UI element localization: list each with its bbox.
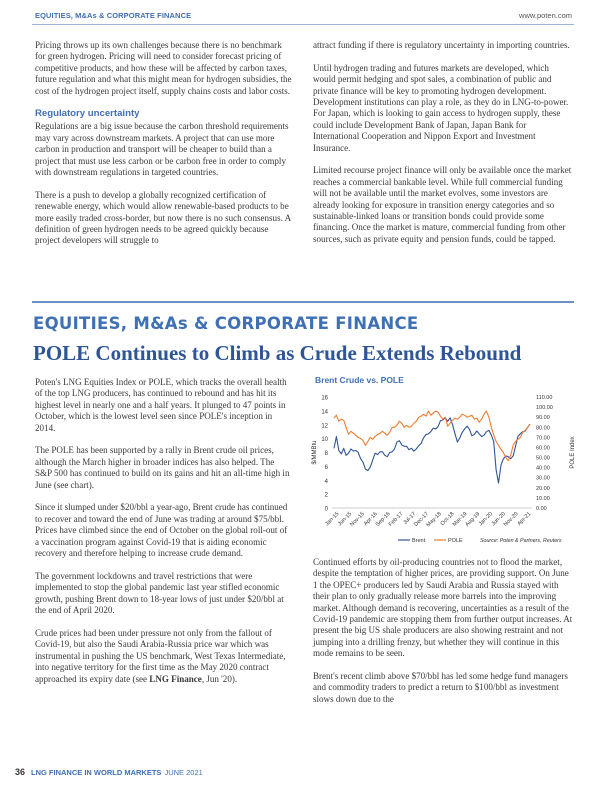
article-right-column — [313, 557, 575, 717]
paragraph-text: , Jun '20). — [201, 673, 238, 684]
series-line-brent — [334, 418, 530, 483]
y-tick-label: 6 — [324, 464, 328, 471]
y-tick-label: 12 — [321, 423, 328, 430]
y-tick-label: 14 — [321, 409, 328, 416]
website-url[interactable]: www.poten.com — [519, 11, 572, 20]
x-tick-label: Jul-17 — [402, 511, 418, 527]
paragraph: Continued efforts by oil-producing countries not to flood the market, despite the temptation of higher prices, are providing support. On June 1 the OPEC+ producers led by Saudi Arabia and Russia stayed with their plan to only gradually release more barrels into the improving market. Although demand is recovering, uncertainties as a result of the Covid-19 pandemic are stopping them from further output increases. At present the big US shale producers are also showing restraint and not jumping into a drilling frenzy, but whether they will continue in this mode remains to be seen. — [313, 557, 573, 659]
x-tick-label: Nov-20 — [502, 511, 520, 528]
publication-reference: LNG Finance — [149, 673, 202, 684]
chart-source: Source: Poten & Partners, Reuters — [480, 538, 562, 544]
x-tick-label: Apr-16 — [362, 511, 379, 528]
paragraph: Pricing throws up its own challenges because there is no benchmark for green hydrogen. Pricing will need to consider forecast pricing of competitive products, and how these will be affected by carbon taxes, future regulation and what this might mean for hydrogen subsidies, the cost of the hydrogen project itself, supply chains costs and labor costs. — [35, 40, 292, 96]
y-tick-label: 8 — [324, 451, 328, 457]
y-tick-label: 10 — [321, 437, 328, 444]
legend-label-pole: POLE — [448, 538, 463, 544]
paragraph: Regulations are a big issue because the carbon threshold requirements may vary across downstream markets. A project that can use more carbon in production and transport will be cheaper to build than a project that must use less carbon or be carbon free in order to comply with downstream regulations in targeted countries. — [35, 121, 289, 178]
y-axis-title: $/MMBtu — [312, 440, 318, 465]
article-left-column — [35, 377, 293, 696]
paragraph: The POLE has been supported by a rally in Brent crude oil prices, although the March higher in broader indices has also helped. The S&P 500 has continued to build on its gains and hit an all-time high in June (see chart). — [35, 445, 290, 490]
y2-tick-label: 0.00 — [536, 506, 547, 512]
y2-tick-label: 110.00 — [536, 395, 553, 401]
y2-tick-label: 20.00 — [536, 485, 550, 492]
y2-tick-label: 70.00 — [536, 435, 550, 442]
x-tick-label: Feb-17 — [387, 511, 405, 528]
x-tick-label: Mar-19 — [451, 511, 469, 528]
y-tick-label: 16 — [321, 395, 328, 402]
y2-tick-label: 60.00 — [536, 445, 550, 452]
subheading-regulatory-uncertainty: Regulatory uncertainty — [35, 108, 140, 120]
legend-label-brent: Brent — [412, 538, 426, 544]
header-rule — [32, 24, 574, 25]
footer — [15, 767, 203, 777]
x-tick-label: Nov-15 — [349, 511, 367, 528]
paragraph: attract funding if there is regulatory uncertainty in importing countries. — [313, 40, 570, 50]
y2-tick-label: 90.00 — [536, 415, 550, 422]
brent-vs-pole-chart — [310, 387, 578, 552]
chart-title: Brent Crude vs. POLE — [315, 375, 404, 385]
y-tick-label: 0 — [324, 506, 328, 513]
y2-tick-label: 50.00 — [536, 455, 550, 462]
y-tick-label: 2 — [324, 492, 328, 499]
x-tick-label: Jan-20 — [477, 511, 495, 528]
y2-axis-title: POLE Index — [570, 436, 576, 469]
x-tick-label: Dec-17 — [413, 511, 431, 528]
y-tick-label: 4 — [324, 478, 328, 485]
x-tick-label: Aug-19 — [464, 511, 482, 528]
paragraph: Limited recourse project finance will only be available once the market reaches a commercial bankable level. While full commercial funding will not be available until the market evolves, some investors are already looking for exposure in transition energy categories and so sustainable-linked loans or transition bonds could provide some financing. Once the market is mature, commercial funding from other sources, such as private equity and pension funds, could be tapped. — [313, 165, 572, 244]
paragraph: The government lockdowns and travel restrictions that were implemented to stop the global pandemic last year stifled economic growth, pushing Brent down to 18-year lows of just under $20/bbl at the end of April 2020. — [35, 570, 284, 616]
paragraph: There is a push to develop a globally recognized certification of renewable energy, which would allow renewable-based products to be more easily traded cross-border, but now there is no such consensus. A definition of green hydrogen needs to be agreed quickly because project developers will struggle to — [35, 189, 291, 246]
paragraph — [35, 628, 293, 685]
y2-tick-label: 30.00 — [536, 475, 550, 482]
running-header: EQUITIES, M&As & CORPORATE FINANCE — [35, 11, 192, 20]
y2-tick-label: 40.00 — [536, 465, 550, 472]
y2-tick-label: 100.00 — [536, 405, 553, 412]
article-title: POLE Continues to Climb as Crude Extends Rebound — [33, 341, 522, 365]
issue-date: JUNE 2021 — [164, 768, 203, 777]
section-label: EQUITIES, M&As & CORPORATE FINANCE — [33, 314, 419, 333]
x-tick-label: Oct-18 — [439, 511, 456, 528]
x-tick-label: May-18 — [425, 511, 443, 529]
paragraph: Poten's LNG Equities Index or POLE, which tracks the overall health of the top LNG producers, has continued to rebound and has hit its highest level in nearly one and a half years. It plunged to 47 points in October, which is the lowest level seen since POLE's inception in 2014. — [35, 377, 287, 433]
top-left-column — [35, 40, 293, 258]
paragraph: Since it slumped under $20/bbl a year-ago, Brent crude has continued to recover and toward the end of June was trading at around $75/bbl. Prices have climbed since the end of October on the global roll-out of a vaccination program against Covid-19 that is aiding economic recovery and therefore helping to increase crude demand. — [35, 502, 288, 559]
page-number: 36 — [15, 767, 26, 777]
series-line-pole — [334, 411, 530, 461]
paragraph: Brent's recent climb above $70/bbl has led some hedge fund managers and commodity traders to predict a return to $100/bbl as investment slows down due to the — [313, 671, 568, 704]
x-tick-label: Sep-16 — [374, 511, 392, 528]
top-right-column — [313, 40, 573, 257]
x-tick-label: Jan-15 — [324, 511, 341, 528]
paragraph: Until hydrogen trading and futures markets are developed, which would permit hedging and spot sales, a combination of public and private finance will be key to promoting hydrogen development. Development institutions can play a role, as they do in LNG-to-power. For Japan, which is looking to gain access to hydrogen supply, these could include Development Bank of Japan, Japan Bank for International Cooperation and Nippon Export and Investment Insurance. — [313, 62, 569, 153]
section-divider — [32, 301, 574, 303]
paragraph-text: Crude prices had been under pressure not only from the fallout of Covid-19, but also the Saudi Arabia-Russia price war which was instrumental in pushing the US benchmark, West Texas Intermediate, into negative territory for the first time as the May 2020 contract approached its expiry date (see — [35, 627, 286, 684]
y2-tick-label: 10.00 — [536, 495, 550, 502]
x-tick-label: Jun-15 — [337, 511, 354, 528]
publication-name: LNG FINANCE IN WORLD MARKETS — [31, 768, 162, 777]
y2-tick-label: 80.00 — [536, 425, 550, 432]
x-tick-label: Apr-21 — [516, 511, 533, 528]
x-tick-label: Jun-20 — [490, 511, 507, 528]
